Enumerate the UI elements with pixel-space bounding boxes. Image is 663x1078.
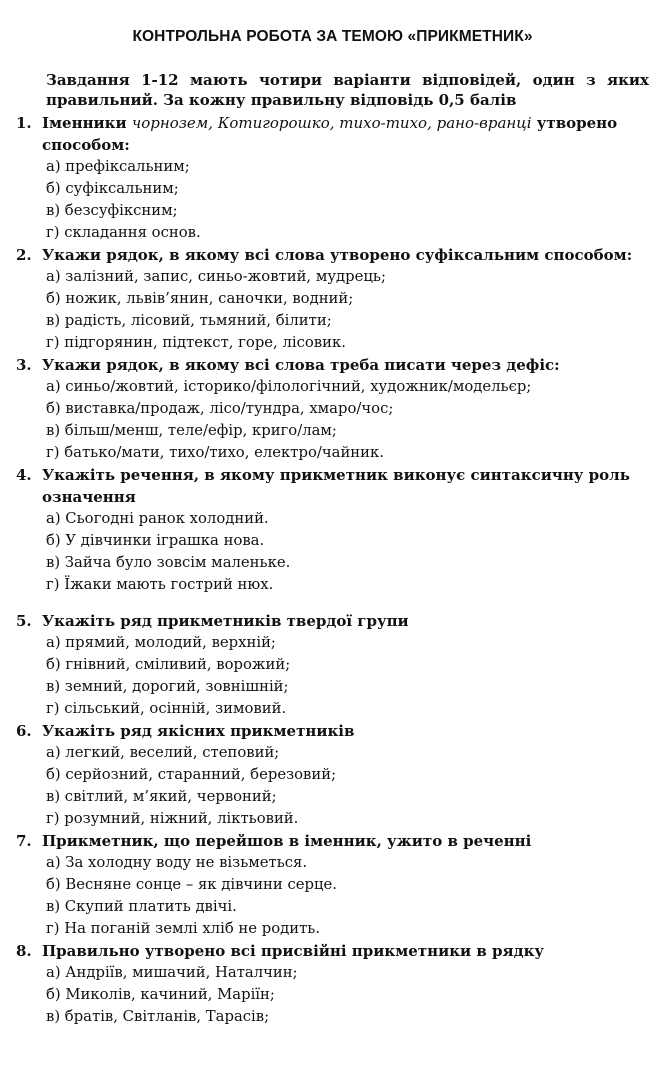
question-text: Прикметник, що перейшов в іменник, ужито в реченні	[42, 832, 532, 850]
answer-option: в) братів, Світланів, Тарасів;	[46, 1008, 270, 1025]
answer-options	[16, 632, 649, 720]
answer-option: г) сільський, осінній, зимовий.	[46, 700, 287, 717]
answer-option: а) прямий, молодий, верхній;	[46, 634, 276, 651]
question-text-part: Іменники	[42, 114, 132, 132]
answer-option: а) За холодну воду не візьметься.	[46, 854, 308, 871]
question-header	[16, 464, 649, 508]
question-header	[16, 830, 649, 852]
answer-options	[16, 852, 649, 940]
question-header	[16, 112, 649, 156]
question-6	[16, 720, 649, 830]
answer-option: б) Весняне сонце – як дівчини серце.	[46, 876, 337, 893]
question-number: 5.	[16, 612, 32, 630]
answer-option: в) світлий, м’який, червоний;	[46, 788, 277, 805]
answer-option: в) земний, дорогий, зовнішній;	[46, 678, 289, 695]
answer-option: в) більш/менш, теле/ефір, криго/лам;	[46, 422, 337, 439]
question-number: 3.	[16, 356, 32, 374]
question-number: 7.	[16, 832, 32, 850]
answer-option: б) Миколів, качиний, Маріїн;	[46, 986, 275, 1003]
question-text: Укажіть ряд прикметників твердої групи	[42, 612, 409, 630]
answer-option: б) ножик, львів’янин, саночки, водний;	[46, 290, 354, 307]
answer-option: б) виставка/продаж, лісо/тундра, хмаро/чос;	[46, 400, 394, 417]
answer-options	[16, 508, 649, 596]
answer-option: а) легкий, веселий, степовий;	[46, 744, 280, 761]
answer-option: а) Сьогодні ранок холодний.	[46, 510, 269, 527]
instructions: Завдання 1-12 мають чотири варіанти відповідей, один з яких правильний. За кожну правильну відповідь 0,5 балів	[46, 71, 649, 109]
question-1	[16, 112, 649, 244]
answer-option: а) залізний, запис, синьо-жовтий, мудрець;	[46, 268, 386, 285]
answer-option: г) складання основ.	[46, 224, 201, 241]
question-text: Укажи рядок, в якому всі слова треба писати через дефіс:	[42, 356, 560, 374]
answer-option: в) Скупий платить двічі.	[46, 898, 237, 915]
answer-option: а) Андріїв, мишачий, Наталчин;	[46, 964, 298, 981]
answer-option: а) синьо/жовтий, історико/філологічний, художник/модельєр;	[46, 378, 532, 395]
answer-option: г) підгорянин, підтекст, горе, лісовик.	[46, 334, 346, 351]
question-2	[16, 244, 649, 354]
answer-option: г) розумний, ніжний, ліктьовий.	[46, 810, 299, 827]
answer-option: б) У дівчинки іграшка нова.	[46, 532, 265, 549]
question-number: 1.	[16, 114, 32, 132]
question-header	[16, 354, 649, 376]
spacer	[16, 596, 649, 610]
question-header	[16, 940, 649, 962]
question-text: Укажіть ряд якісних прикметників	[42, 722, 355, 740]
answer-option: в) Зайча було зовсім маленьке.	[46, 554, 291, 571]
answer-option: б) гнівний, сміливий, ворожий;	[46, 656, 291, 673]
answer-option: г) батько/мати, тихо/тихо, електро/чайник.	[46, 444, 384, 461]
question-5	[16, 610, 649, 720]
answer-options	[16, 266, 649, 354]
answer-option: б) суфіксальним;	[46, 180, 179, 197]
answer-option: б) серйозний, старанний, березовий;	[46, 766, 337, 783]
question-text-italic: чорнозем, Котигорошко, тихо-тихо, рано-вранці	[131, 114, 532, 132]
question-8	[16, 940, 649, 1028]
question-7	[16, 830, 649, 940]
question-text: Укажи рядок, в якому всі слова утворено суфіксальним способом:	[42, 246, 633, 264]
question-header	[16, 720, 649, 742]
answer-option: а) префіксальним;	[46, 158, 190, 175]
answer-option: г) На поганій землі хліб не родить.	[46, 920, 321, 937]
question-header	[16, 244, 649, 266]
answer-option: в) радість, лісовий, тьмяний, білити;	[46, 312, 332, 329]
question-text: Укажіть речення, в якому прикметник виконує синтаксичну роль означення	[42, 466, 630, 506]
answer-option: в) безсуфіксним;	[46, 202, 178, 219]
question-number: 6.	[16, 722, 32, 740]
question-number: 8.	[16, 942, 32, 960]
question-header	[16, 610, 649, 632]
question-number: 4.	[16, 466, 32, 484]
question-3	[16, 354, 649, 464]
answer-option: г) Їжаки мають гострий нюх.	[46, 576, 274, 593]
question-text-part: утворено способом:	[42, 114, 618, 154]
answer-options	[16, 742, 649, 830]
question-4	[16, 464, 649, 596]
document-title: КОНТРОЛЬНА РОБОТА ЗА ТЕМОЮ «ПРИКМЕТНИК»	[132, 28, 533, 45]
answer-options	[16, 156, 649, 244]
answer-options	[16, 962, 649, 1028]
answer-options	[16, 376, 649, 464]
question-number: 2.	[16, 246, 32, 264]
question-text	[42, 112, 649, 156]
question-text: Правильно утворено всі присвійні прикметники в рядку	[42, 942, 545, 960]
